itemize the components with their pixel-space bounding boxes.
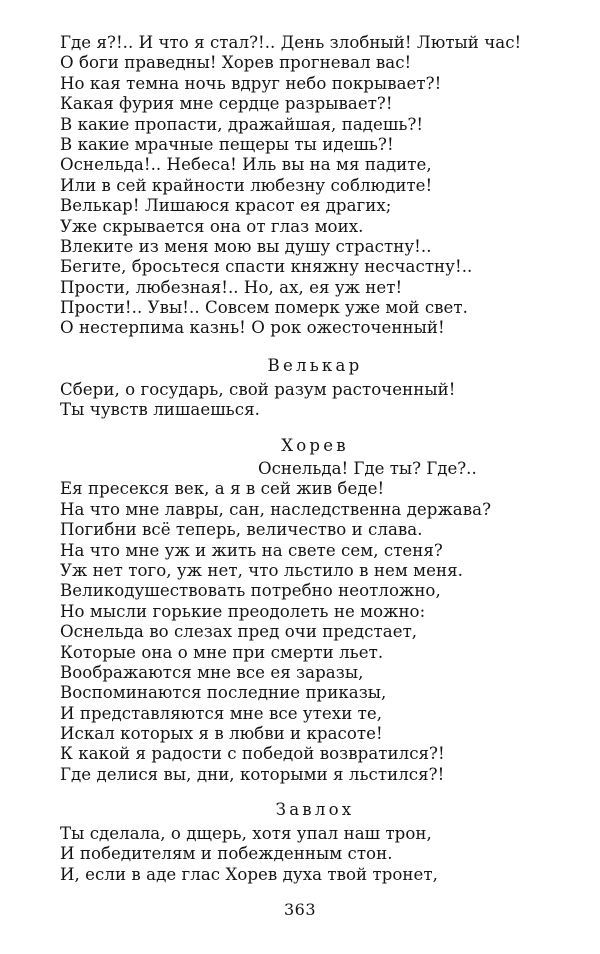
verse-line: Прости, любезная!.. Но, ах, ея уж нет! [60, 277, 403, 297]
verse-line-indented: Оснельда! Где ты? Где?.. [258, 459, 477, 478]
verse-line: Какая фурия мне сердце разрывает?! [60, 94, 393, 114]
stanza-khorev-2 [60, 459, 570, 785]
verse-line: В какие мрачные пещеры ты идешь?! [60, 134, 394, 154]
speaker-zavlokh-block [60, 800, 570, 820]
verse-line: Оснельда!.. Небеса! Иль вы на мя падите, [60, 155, 432, 175]
verse-line: Прости!.. Увы!.. Совсем померк уже мой свет. [60, 298, 468, 318]
stanza-khorev-1 [60, 33, 570, 339]
verse-line: Воображаются мне все ея заразы, [60, 662, 364, 682]
verse-line: На что мне уж и жить на свете сем, стеня? [60, 540, 443, 560]
verse-line: Ея пресекся век, а я в сей жив беде! [60, 479, 385, 499]
verse-line: Но мысли горькие преодолеть не можно: [60, 601, 426, 621]
stanza-velkar [60, 380, 570, 421]
verse-line: Сбери, о государь, свой разум расточенный! [60, 380, 456, 399]
verse-line: Но кая темна ночь вдруг небо покрывает?! [60, 73, 442, 93]
verse-line: Уж нет того, уж нет, что льстило в нем меня. [60, 560, 463, 580]
verse-line: Великодушествовать потребно неотложно, [60, 581, 441, 601]
verse-line: Воспоминаются последние приказы, [60, 683, 387, 703]
verse-line: Уже скрывается она от глаз моих. [60, 216, 364, 236]
verse-line: Оснельда во слезах пред очи предстает, [60, 622, 418, 642]
stanza-zavlokh [60, 824, 570, 885]
verse-line: В какие пропасти, дражайшая, падешь?! [60, 114, 424, 134]
verse-line: И представляются мне все утехи те, [60, 703, 383, 723]
verse-line: Где делися вы, дни, которыми я льстился?! [60, 764, 445, 784]
speaker-khorev-block [60, 436, 570, 456]
page-number: 363 [283, 900, 317, 919]
speaker-name-zavlokh: Завлох [275, 800, 355, 819]
verse-line: Или в сей крайности любезну соблюдите! [60, 175, 433, 195]
verse-line: Ты сделала, о дщерь, хотя упал наш трон, [60, 824, 432, 843]
verse-line: И, если в аде глас Хорев духа твой тронет, [60, 864, 438, 884]
verse-line: На что мне лавры, сан, наследственна держава? [60, 499, 492, 519]
verse-line: Бегите, бросьтеся спасти княжну несчастну!.. [60, 257, 473, 277]
speaker-name-khorev: Хорев [281, 436, 349, 455]
verse-line: Которые она о мне при смерти льет. [60, 642, 384, 662]
verse-line: Влеките из меня мою вы душу страстну!.. [60, 236, 432, 256]
verse-line: И победителям и побежденным стон. [60, 844, 393, 864]
verse-line: Где я?!.. И что я стал?!.. День злобный! Лютый час! [60, 33, 522, 52]
verse-line: О нестерпима казнь! О рок ожесточенный! [60, 318, 445, 338]
verse-line: Погибни всё теперь, величество и слава. [60, 520, 423, 540]
speaker-name-velkar: Велькар [267, 356, 363, 375]
verse-line: Велькар! Лишаюся красот ея драгих; [60, 196, 392, 216]
verse-line: Искал которых я в любви и красоте! [60, 724, 383, 744]
verse-line: Ты чувств лишаешься. [60, 400, 260, 420]
verse-line: К какой я радости с победой возвратился?! [60, 744, 445, 764]
verse-line: О боги праведны! Хорев прогневал вас! [60, 53, 412, 73]
speaker-velkar-block [60, 356, 570, 376]
